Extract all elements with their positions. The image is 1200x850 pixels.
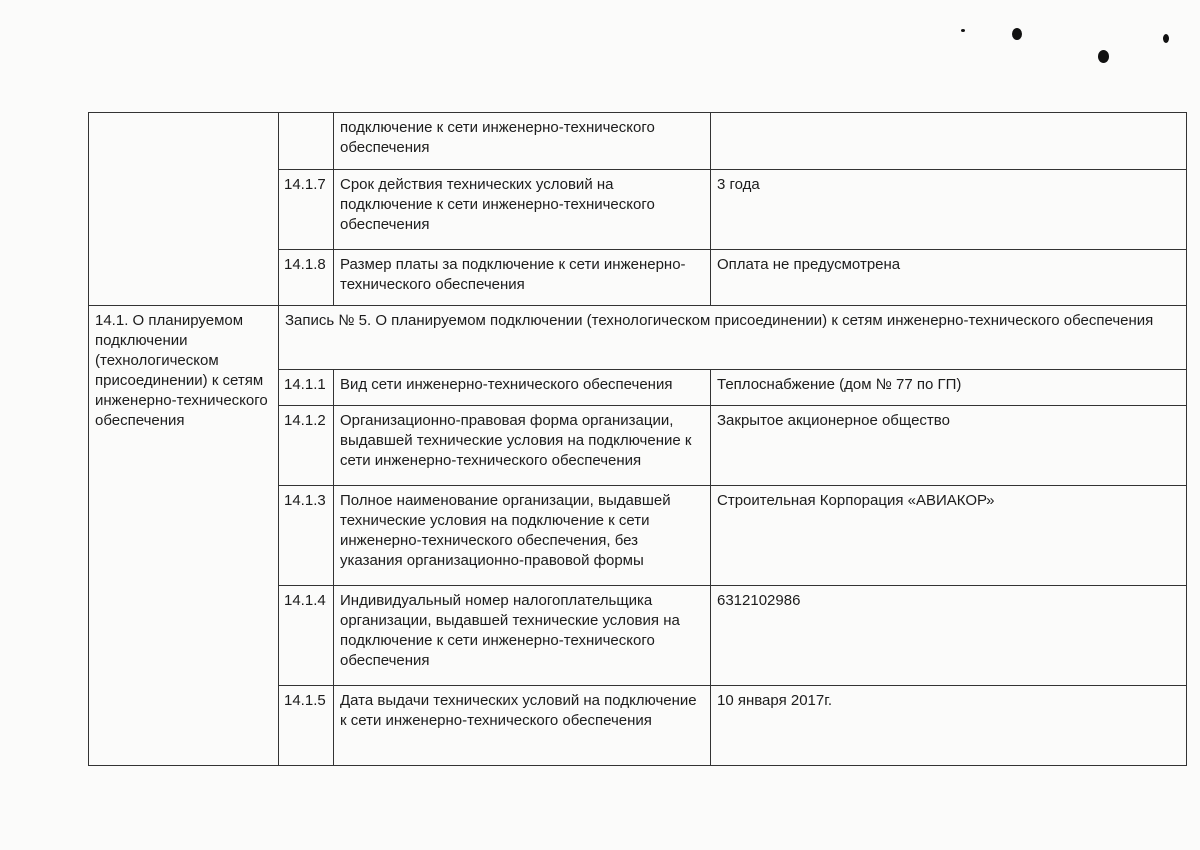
row-field: Срок действия технических условий на подключение к сети инженерно-технического обеспечения xyxy=(334,170,711,250)
row-field: Индивидуальный номер налогоплательщика организации, выдавшей технические условия на подключение к сети инженерно-технического обеспечения xyxy=(334,586,711,686)
section-label: 14.1. О планируемом подключении (технологическом присоединении) к сетям инженерно-технического обеспечения xyxy=(89,306,279,766)
row-number: 14.1.2 xyxy=(279,406,334,486)
row-number: 14.1.5 xyxy=(279,686,334,766)
table-row xyxy=(89,306,1187,370)
record-title: Запись № 5. О планируемом подключении (технологическом присоединении) к сетям инженерно-технического обеспечения xyxy=(279,306,1187,370)
row-field: Размер платы за подключение к сети инженерно-технического обеспечения xyxy=(334,250,711,306)
row-value: Строительная Корпорация «АВИАКОР» xyxy=(711,486,1187,586)
row-value: 3 года xyxy=(711,170,1187,250)
scan-speck xyxy=(1012,28,1022,40)
row-value: 6312102986 xyxy=(711,586,1187,686)
row-value: 10 января 2017г. xyxy=(711,686,1187,766)
row-number: 14.1.3 xyxy=(279,486,334,586)
table-row xyxy=(89,113,1187,170)
row-number: 14.1.8 xyxy=(279,250,334,306)
row-value xyxy=(711,113,1187,170)
row-value: Закрытое акционерное общество xyxy=(711,406,1187,486)
row-number xyxy=(279,113,334,170)
row-field: Дата выдачи технических условий на подключение к сети инженерно-технического обеспечения xyxy=(334,686,711,766)
row-field: Организационно-правовая форма организации, выдавшей технические условия на подключение к сети инженерно-технического обеспечения xyxy=(334,406,711,486)
empty-section-cell xyxy=(89,113,279,306)
row-field: Вид сети инженерно-технического обеспечения xyxy=(334,370,711,406)
row-field: подключение к сети инженерно-технического обеспечения xyxy=(334,113,711,170)
scan-speck xyxy=(961,29,965,32)
row-value: Теплоснабжение (дом № 77 по ГП) xyxy=(711,370,1187,406)
document-table xyxy=(88,112,1187,766)
scan-speck xyxy=(1163,34,1169,43)
row-number: 14.1.7 xyxy=(279,170,334,250)
row-field: Полное наименование организации, выдавшей технические условия на подключение к сети инженерно-технического обеспечения, без указания организационно-правовой формы xyxy=(334,486,711,586)
row-number: 14.1.1 xyxy=(279,370,334,406)
row-number: 14.1.4 xyxy=(279,586,334,686)
scan-speck xyxy=(1098,50,1109,63)
row-value: Оплата не предусмотрена xyxy=(711,250,1187,306)
